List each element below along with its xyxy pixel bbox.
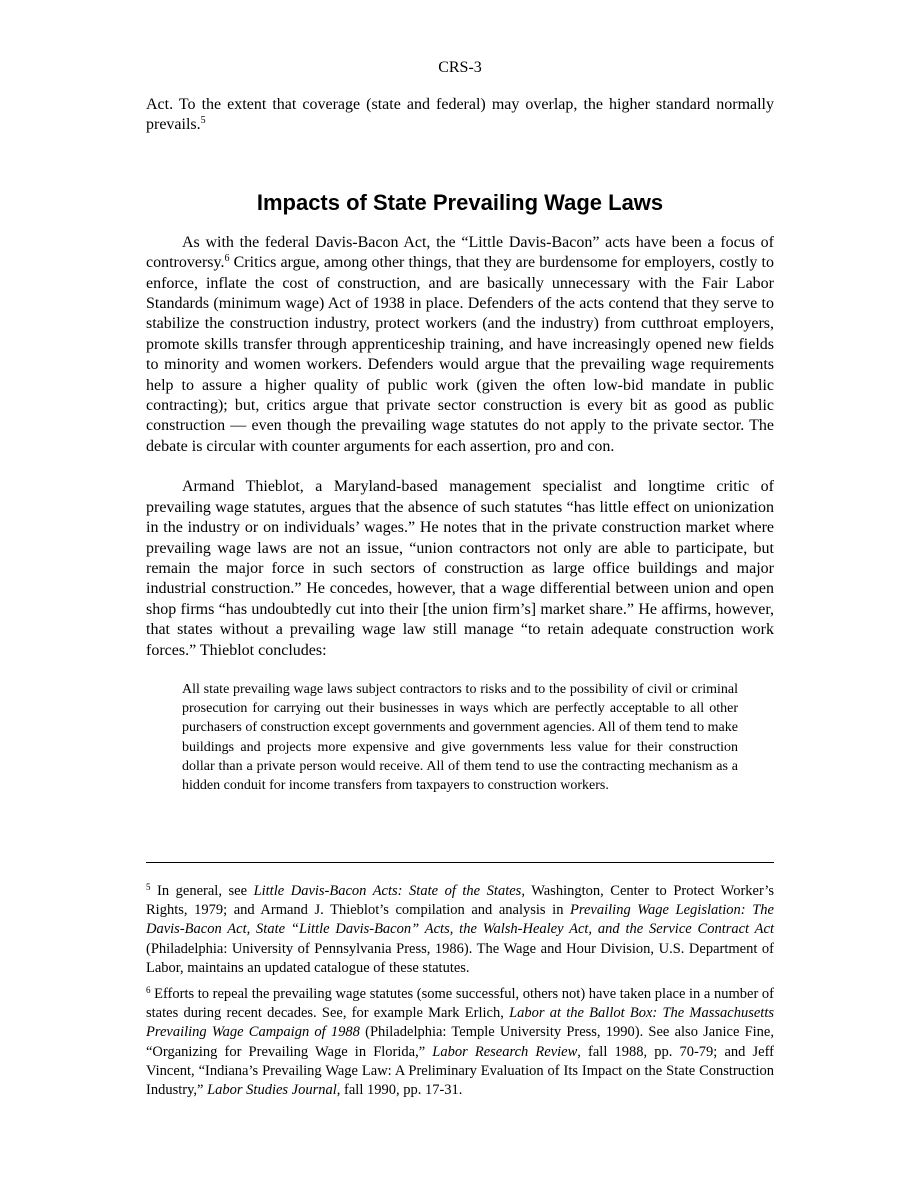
footnote-5 bbox=[146, 882, 774, 978]
footnote-6-title-1: Labor at the Ballot Box: The Massachusetts Prevailing Wage Campaign of 1988 bbox=[146, 1005, 774, 1041]
section-heading: Impacts of State Prevailing Wage Laws bbox=[256, 189, 664, 215]
main-content bbox=[146, 95, 774, 795]
footnote-6-title-2: Labor Research Review bbox=[432, 1043, 578, 1060]
intro-text: Act. To the extent that coverage (state and federal) may overlap, the higher standard normally prevails. bbox=[146, 96, 774, 134]
footnote-ref-6[interactable]: 6 bbox=[224, 253, 230, 265]
footnote-divider bbox=[146, 862, 774, 863]
footnote-5-title-1: Little Davis-Bacon Acts: State of the States bbox=[253, 883, 522, 899]
footnote-6 bbox=[146, 985, 774, 1100]
footnote-5-title-2: Prevailing Wage Legislation: The Davis-Bacon Act, State “Little Davis-Bacon” Acts, the Walsh-Healey Act, and the Service Contract Act bbox=[146, 902, 774, 938]
paragraph1-part1: As with the federal Davis-Bacon Act, the “Little Davis-Bacon” acts have been a focus of controversy. bbox=[146, 233, 774, 272]
footnote-6-title-3: Labor Studies Journal bbox=[207, 1082, 337, 1099]
footnote-6-number: 6 bbox=[146, 985, 151, 996]
footnote-6-text-2: (Philadelphia: Temple University Press, 1990). See also Janice Fine, “Organizing for Prevailing Wage in Florida,” bbox=[146, 1024, 774, 1060]
intro-paragraph bbox=[146, 95, 774, 136]
page-header: CRS-3 bbox=[438, 59, 482, 76]
paragraph-thieblot: Armand Thieblot, a Maryland-based management specialist and longtime critic of prevailing wage statutes, argues that the absence of such statutes “has little effect on unionization in the industry or on individuals’ wages.” He notes that in the private construction market where prevailing wage laws are not an issue, “union contractors not only are able to participate, but remain the major force in such sectors of construction as large office buildings and major industrial construction.” He concedes, however, that a wage differential between union and open shop firms “has undoubtedly cut into their [the union firm’s] market share.” He affirms, however, that states without a prevailing wage law still manage “to retain adequate construction work forces.” Thieblot concludes: bbox=[146, 478, 774, 659]
footnote-6-text-4: , fall 1990, pp. 17-31. bbox=[336, 1082, 463, 1099]
footnote-6-text-1: Efforts to repeal the prevailing wage statutes (some successful, others not) have taken place in a number of states during recent decades. See, for example Mark Erlich, bbox=[146, 986, 774, 1022]
footnote-5-text-3: (Philadelphia: University of Pennsylvania Press, 1986). The Wage and Hour Division, U.S. Department of Labor, maintains an updated catalogue of these statutes. bbox=[146, 940, 774, 976]
footnote-ref-5[interactable]: 5 bbox=[200, 115, 206, 127]
footnote-5-number: 5 bbox=[146, 882, 151, 892]
footnote-6-text-3: , fall 1988, pp. 70-79; and Jeff Vincent, “Indiana’s Prevailing Wage Law: A Preliminary Evaluation of Its Impact on the State Construction Industry,” bbox=[146, 1043, 775, 1099]
thieblot-quote: All state prevailing wage laws subject contractors to risks and to the possibility of civil or criminal prosecution for carrying out their businesses in ways which are perfectly acceptable to all other purchasers of construction except governments and government agencies. All of them tend to make buildings and projects more expensive and give governments less value for their construction dollar than a private person would receive. All of them tend to use the contracting mechanism as a hidden conduit for income transfers from taxpayers to construction workers. bbox=[182, 681, 738, 793]
paragraph-controversy bbox=[146, 233, 774, 457]
paragraph1-part2: Critics argue, among other things, that they are burdensome for employers, costly to enforce, inflate the cost of construction, and are basically unnecessary with the Fair Labor Standards (minimum wage) Act of 1938 in place. Defenders of the acts contend that they serve to stabilize the construction industry, protect workers (and the industry) from cutthroat employers, promote skills transfer through apprenticeship training, and have increasingly opened new fields to minority and women workers. Defenders would argue that the prevailing wage requirements help to assure a higher quality of public work (given the often low-bid mandate in public contracting); but, critics argue that private sector construction is every bit as good as public construction — even though the prevailing wage statutes do not apply to the private sector. The debate is circular with counter arguments for each assertion, pro and con. bbox=[146, 254, 774, 455]
footnotes bbox=[146, 882, 774, 1100]
footnote-5-text-2: , Washington, Center to Protect Worker’s Rights, 1979; and Armand J. Thieblot’s compilation and analysis in bbox=[146, 883, 775, 919]
section-heading-wrap bbox=[146, 190, 774, 216]
footnote-5-text-1: In general, see bbox=[150, 883, 254, 899]
